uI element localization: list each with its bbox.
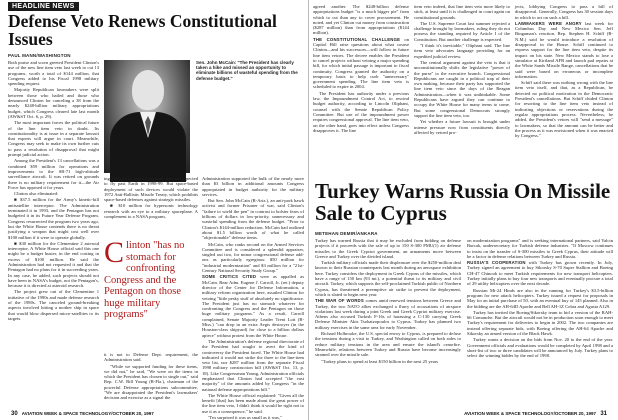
paragraph: The U.S. Supreme Court last summer rejected a challenge brought by lawmakers, ruling they do not possess the standing required by Article I of the Constitution. But another challenge is expected. — [414, 20, 510, 42]
paragraph: item veto indeed, that line item veto more likely to stick, at least until it is challenged in court again on constitutional grounds. — [414, 4, 510, 20]
subhead: THE CONSTITUTIONAL CHALLENGE — [313, 36, 401, 42]
paragraph: Turkey has invited the Boeing/Sikorsky team to bid a version of the RAH-66 Comanche. But the aircraft would not be in production soon enough to meet Turkey's requirement for deliveries to begin in 2002. The two companies are instead offering separate bids, with Boeing offering the AH-64 Apache and Sikorsky an armed version of the Black Hawk. — [467, 309, 613, 337]
byline: PAUL MANN/WASHINGTON — [8, 53, 71, 58]
subhead: SOME CRITICS CITED — [202, 274, 257, 280]
paragraph: "Turkey plans to spend at least $150 billion in the next 25 years — [321, 358, 439, 364]
paragraph: Administration supported the bulk of the nearly more than $3 billion in additional amounts Congress appropriated in budget authority for the military services. — [202, 176, 304, 197]
paragraph: Russian Mi-24 Hinds are also in the running for Turkey's $3.5-billion program for new attack helicopters. Turkey issued a request for proposals in May for an initial purchase of 50, with an eventual buy of 145 planned. Also in the bidding are the AH-64D Apache and Bell AH-1Z Cobra and Agusta A129. — [467, 287, 613, 309]
section-label: HEADLINE NEWS — [8, 2, 79, 11]
paragraph: Turkey wants a decision on the bids from Nov. 20 to the end of the year. Government officials and evaluations would be completed by April 1998 and a short-list of two or three candidates will be announced by July. Turkey plans to select the winning bidder by the end of 1998. — [467, 337, 613, 359]
paragraph: The project grew out of the Clementine 1 initiative of the 1990s and made defense research of the 1980s. The canceled ground-breaking aspects involved hitting a mother ship in space that would blow dispersed micro-satellites to its targets. — [8, 289, 99, 321]
turkey-column-1 — [315, 238, 461, 408]
paragraph: it is not to Defense Dept. requirement, the Administration said. — [104, 352, 198, 363]
right-page — [309, 0, 618, 420]
paragraph: "While we supported funding for these items, we did not," he said, "We were on the items in which the President has chosen to single out," said Rep. C.W. Bill Young (R-Fla.), chairman of the powerful Defense appropriations subcommittee, "We are disappointed the President's lawmakers' decision and exercise as a signal the — [104, 363, 198, 401]
article-column-1 — [8, 60, 99, 408]
turkey-column-2 — [467, 238, 613, 408]
paragraph: Yet whether a future lawsuit is brought under intense pressure now from constituents directly affected by vetoed pro- — [414, 119, 510, 135]
article-column-2-continued — [104, 352, 198, 408]
paragraph: The central argument against the veto is that it unconstitutionally shifts the legislative "power of the purse" to the executive branch. Congressional Republicans are caught in a political trap of their own making, because their party has supported the line item veto since the days of the Reagan Administration—when it was unthinkable. Some Republicans have argued they can continue to occupy the White House for many terms to come. But some congressional Democrats strongly support the line item veto, too. — [414, 59, 510, 118]
paragraph: comes amid renewed tensions between Greece and Turkey, the two NATO allies exchanged a flurry of accusations of airspace violations last week during a joint Greek and Greek Cypriot military exercise. Athens also accused Turkish F-16s of harassing a C-130 carrying Greek Defense Minister Akis Tsohatzopoulos to Cyprus. Turkey has planned two military exercises in the same area for early November. — [315, 298, 461, 330]
paragraph: McCain, who ranks second on the Armed Services Committee and is considered a splendid appraiser, singled out two, for minor congressional defense add-ons as particularly egregious: $50 million for "industrial modernization" and $3 million for a "21st-Century National Security Study Group." — [202, 241, 304, 274]
paragraph: were as appalled as McCain. Rear Adm. Eugene J. Carroll, Jr. (ret.) deputy director of the Center for Defense Information, a military reform organization here, assailed Clinton for vetoing "little pesky stuff of absolutely no significance. The President just has no stomach whatever for confronting the Congress and the Pentagon on those huge military programs." As a result, Carroll complained, Senate Majority Leader Trent Lott (R-Miss.) "can drop in an extra Aegis destroyer (in the Houston-class shipyard) for close to a billion dollars apiece" without protest from the White House. — [202, 274, 304, 338]
pull-quote-initial: C — [104, 236, 125, 269]
footer-magazine: AVIATION WEEK & SPACE TECHNOLOGY/OCTOBER 20, 1997 — [21, 411, 154, 416]
paragraph: The White House official explained: "Given all the benefit [that] has been made about the great power of the line item veto, I didn't think it would be right not to use it as a consequence," he said. — [202, 392, 304, 414]
paragraph: Schiff said there was nothing wrong with the line item veto itself, and that, as a Republican, he detected no political motivation in the Democratic President's cancellations. But Schiff chided Clinton for resorting to the line item veto instead of indicating objections or reservations during the regular appropriations process. Nevertheless, he added, the President's vetoes will "send a message" to lawmakers, so that the amount can be better and the process as it was envisioned when it was enacted by Congress." — [515, 80, 613, 139]
paragraph: Clinton also eliminated: — [14, 191, 59, 197]
page-footer — [8, 411, 154, 417]
paragraph: Richard Holbrooke, the U.S. special envoy to Cyprus, is prepared to defuse the tensions during a visit to Turkey, and Washington called on both sides to reduce military tensions in the area and ensure the island's ceasefire. Meanwhile, relations between Turkey and Russia have become increasingly strained over the missile sale. — [315, 331, 461, 358]
paragraph: Among the President's 13 cancellations was a combined $59 million for operations and improvements to the SR-71 high-altitude surveillance aircraft. It was retired on grounds there is no military requirement for it—the Air Force has opposed it for years. — [8, 158, 99, 190]
paragraph: on Capitol Hill raise questions about what course Clinton—and his successors—will follow in future line item vetoes. The decree enables the President to cancel projects without vetoing a major spending bill, for which initial passage is important to fiscal continuity. Congress granted the authority on a temporary basis to help curb "unnecessary" government spending. The line item veto is scheduled to expire in 2004. — [313, 36, 409, 90]
photo-caption — [196, 60, 304, 81]
turkey-byline: METEHAN DEMIR/ANKARA — [315, 231, 378, 236]
paragraph: on modernization programs" and is seeking international partners, said Yalcin Burcak, undersecretary for Turkish defense industries. "If Moscow continues to insist on the transfer of S-300 missiles to Greek Cyprus, their attitude will be a factor in defense relations between Turkey and Russia. — [467, 238, 613, 259]
page-number: 31 — [600, 411, 607, 417]
turkey-headline: Turkey Warns Russia On Missile Sale to Cyprus — [315, 179, 611, 226]
paragraph: The Administration's defense regional directorate of the President had sought to avert the kind of controversy the President faced. The White House had indicated it would not strike the three to the line-item veto list, nor $287 million from the separate Fiscal 1998 military construction bill (AW&ST Oct. 13, p. 18). Like Congressman Young, Administration officials emphasized that Clinton had accepted "the vast majority" of the amounts added by Congress "in the national defense appropriations bill." — [202, 338, 304, 392]
bullet-item: ■ $30 million for the Clementine 2 asteroid interceptor. A White House official said this one might be a budget buster, in the end costing in excess of $100 million. He said the Administration had not requested it and that the Pentagon had no plans for it in succeeding years. In any case, he added, such projects should not have been in NASA's budget, not the Pentagon's, because it is directed at asteroid research. — [8, 240, 99, 289]
paragraph: jects, lobbying Congress to pass a bill of disapproval. Generally, Congress has 30 session days in which to act on such a bill. — [515, 4, 613, 20]
paragraph: agreed another. The $248-billion defense appropriations budget "is a much bigger pie" from which to cut than any to cover procurement. He noted, and yet Clinton cut money from construction ($287 million) than from appropriations ($144 million). — [313, 4, 409, 36]
bullet-item: ■ $37.5 million for the Army's kinetic-kill antisatellite interceptor. The Administration terminated it in 1993, and the Pentagon has not budgeted it in its Future Year Defense Program. Congress resurrected the program two years ago, but the White House contends there is no threat justifying a weapon that might cost well over $100 million if it were to operate globally. — [8, 197, 99, 240]
caption-bold: Sen. John McCain: "The President has clearly taken a hike and missed an opportunity to eliminate billions of wasteful spending from the defense budget." — [196, 60, 298, 81]
paragraph: ing vehicles to impact asteroids that are expected to fly past Earth in 1998-99. But space-based deployment of such devices would violate the 1972 Anti-Ballistic Missile Treaty, which prohibits space-based defenses against strategic missiles. — [104, 176, 198, 203]
subhead: THE WAR OF WORDS — [315, 298, 364, 304]
bullet-item: ■ $10 million for hypersonic technology research with an eye to a military spaceplane. A complement to a NASA program, — [104, 203, 198, 220]
paragraph: The most important forces the political future of the line item veto in doubt. Its constitutionality is at issue in a separate lawsuit that experts will argue in court. Meanwhile, Congress may seek to make its own further cuts to pass a resolution of disapproval that might prompt judicial action. — [8, 120, 99, 158]
article-column-3 — [202, 176, 304, 420]
paragraph: Turkish military officials made their displeasure over the $250-million deal known to their Russian counterparts last month during an aerospace exhibition here. Turkey considers the deployment in Greek Cyprus of the missiles, which have a range of 150 km (93 mi.), a potential threat to its military and civil aircraft. Turkey, which supports the self-proclaimed Turkish public of Northern Cyprus, has threatened a preemptive air strike to prevent the deployment, which is slated to begin next year. — [315, 260, 461, 297]
footer-magazine: AVIATION WEEK & SPACE TECHNOLOGY/OCTOBER 20, 1997 — [464, 411, 597, 416]
page-footer — [464, 411, 610, 417]
subhead: RUSSIA'S COOPERATION — [467, 260, 526, 266]
paragraph: "I think it's inevitable," Oliphant said. The line item veto advocates language providing for an expedited judicial review. — [414, 43, 510, 59]
paragraph: with Turkey has grown recently. In July, Turkey signed an agreement to buy Sikorsky S-70 Super Stallion and Boeing CH-47 Chinook to meet Turkish requirements for new transport helicopters. Turkey initially plans to buy four new transports and eventually procure a total of 29 utility helicopters over the next decade. — [467, 260, 613, 287]
page-number: 30 — [11, 411, 18, 417]
main-headline: Defense Veto Renews Constitutional Issues — [8, 11, 277, 50]
paragraph: "I'm surprised it was as small as it was," — [208, 415, 282, 420]
photo-head — [132, 70, 164, 110]
article-column-4 — [313, 4, 409, 168]
paragraph: Turkey has warned Russia that it may be excluded from bidding on defense projects if it proceeds with the sale of up to 150 S-300 PMU(1) air defense missiles to the Greek Cypriot government, an armaments move between Greece and Turkey over the divided island. — [315, 238, 461, 259]
paragraph: But Sen. John McCain (R-Ariz.), an anti-pork hawk activist and former Prisoner of war, said Clinton's "failure to wield the pen" in contrast to bolster fears of billions of dollars in low-priority, unnecessary and wasteful spending from the defense budget. "Prior to Clinton's $144-million reduction, McCain had outlined about $1.5 billion worth of what he called "objectionable" defense items. — [202, 198, 304, 241]
pull-quote-text: linton "has no stomach for confronting Congress and the Pentagon on those huge military programs" — [104, 240, 185, 320]
article-column-6 — [515, 4, 613, 168]
article-column-5 — [414, 4, 510, 168]
paragraph: last week for Columbus Day and New Mexico Sen. Jeff Bingaman's reaction. Rep. Stephen H. Schiff (R-N.M.) said he would introduce a resolution of disapproval in the House. Schiff continued to express support for the line item veto, despite its impact on his state. New Mexico stands to lose a simulator at Kirtland AFB and launch pad repairs at the White Sands Missile Range, cancellations that he said were based on erroneous or incomplete information. — [515, 20, 613, 79]
article-column-2 — [104, 176, 198, 238]
pull-quote — [104, 236, 198, 321]
paragraph: Majority Republican lawmakers were split between those who hailed and those who denounced Clinton for canceling a 38 from the nearly $248-billion military appropriations budget, which Congress cleared late last month (AW&ST Oct. 6, p. 29). — [8, 87, 99, 119]
paragraph: Both praise and scorn greeted President Clinton's use of the new line item veto last week to cut 13 programs, worth a total of $144 million, that Congress added to his Fiscal 1998 military spending request. — [8, 60, 99, 87]
mccain-photo — [104, 60, 190, 173]
paragraph: The President has authority under a previous law, the Impoundment Control Act, to rescind budget authority, according to Lincoln Oliphant, counsel with the Senate Republican Policy Committee. But use of the impoundment power requires congressional approval. The line item veto, on the other hand, goes into effect unless Congress disapproves it. The line — [313, 90, 409, 133]
subhead: LAWMAKERS WERE ANGRY — [515, 20, 582, 26]
